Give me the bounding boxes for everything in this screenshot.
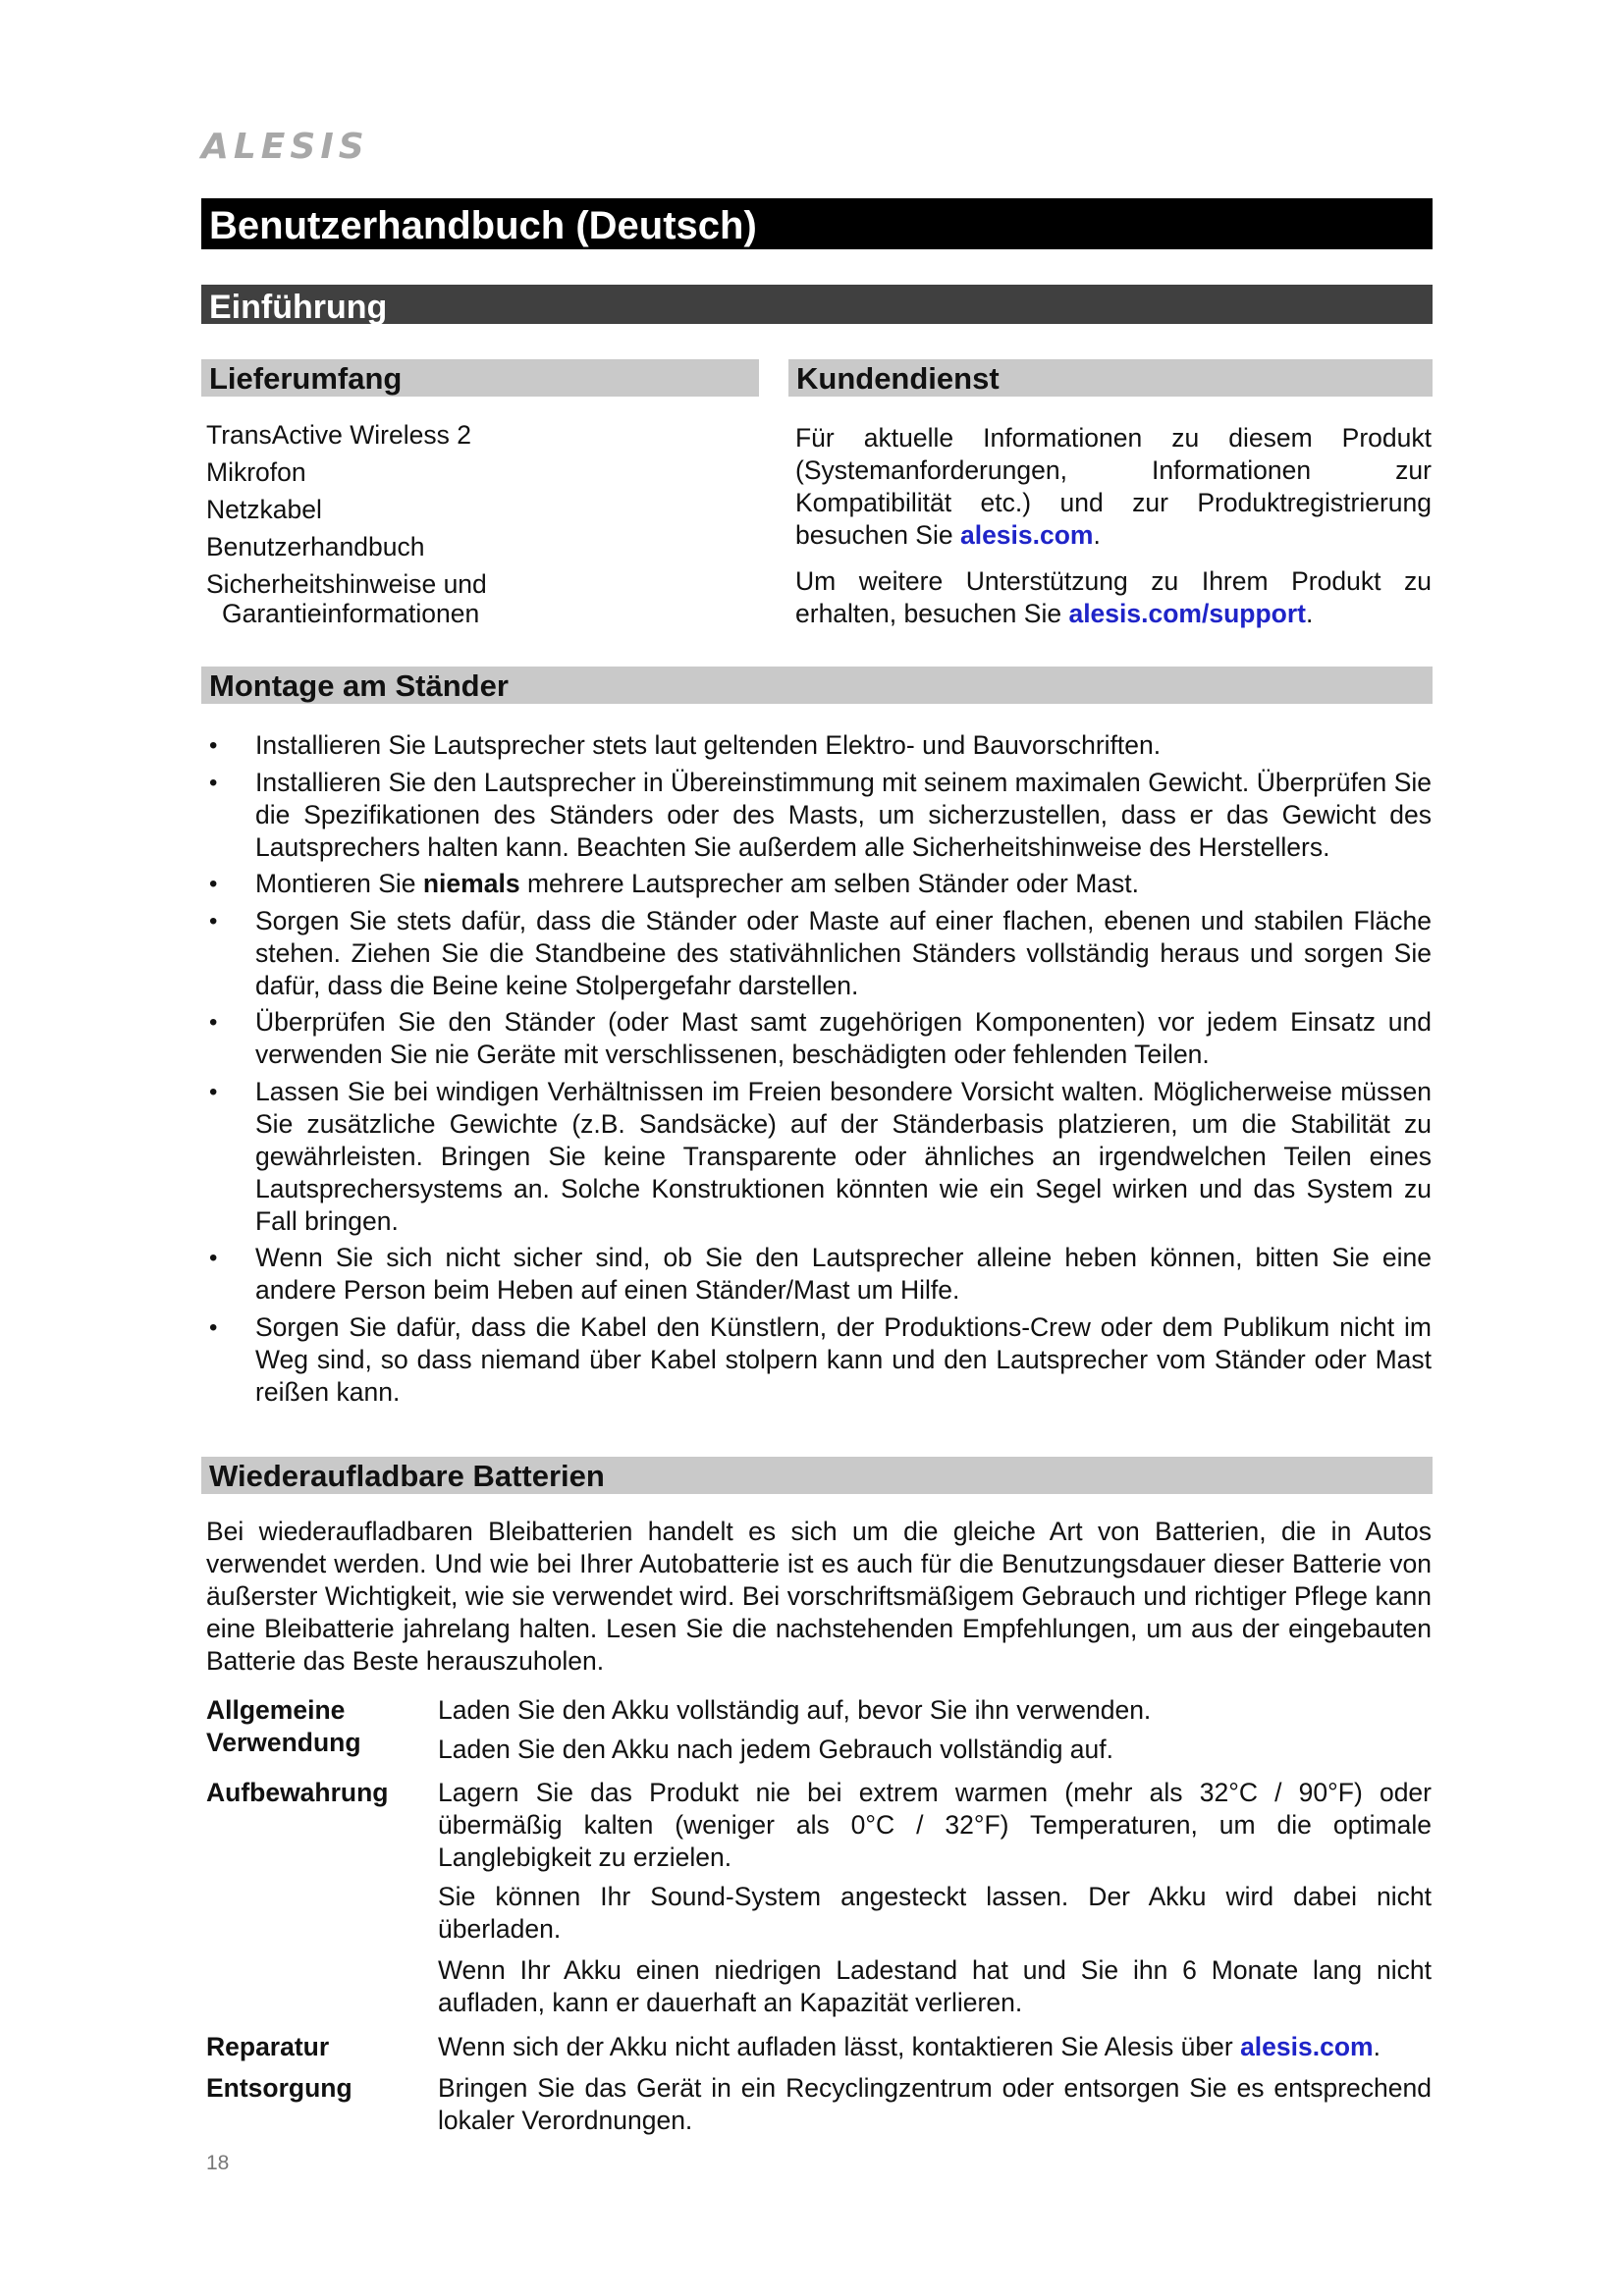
battery-row-general: [206, 1694, 1432, 1773]
page-number: 18: [206, 2152, 230, 2174]
battery-label-disposal: Entsorgung: [206, 2073, 352, 2103]
battery-content-disposal: Bringen Sie das Gerät in ein Recyclingzentrum oder entsorgen Sie es entsprechend lokaler Verordnungen.: [438, 2073, 1432, 2135]
bullet-item: [206, 767, 1432, 864]
battery-label-storage: Aufbewahrung: [206, 1778, 389, 1807]
bullet-text: Wenn Sie sich nicht sicher sind, ob Sie den Lautsprecher alleine heben können, bitten Sie eine andere Person beim Heben auf einen Ständer/Mast um Hilfe.: [255, 1243, 1432, 1305]
support-paragraph: [795, 565, 1432, 630]
battery-table: [206, 1694, 1432, 2137]
battery-label-repair: Reparatur: [206, 2032, 330, 2061]
support-period: .: [1305, 599, 1314, 628]
battery-row-repair: [206, 2031, 1432, 2063]
bullet-item: [206, 868, 1432, 900]
label-line: Verwendung: [206, 1728, 361, 1757]
alesis-support-link[interactable]: alesis.com/support: [1068, 599, 1306, 628]
battery-content-repair: [438, 2031, 1432, 2063]
contents-item: [206, 569, 736, 628]
support-paragraph: [795, 422, 1432, 552]
battery-intro: Bei wiederaufladbaren Bleibatterien handelt es sich um die gleiche Art von Batterien, die in Autos verwendet werden. Und wie bei Ihrer Autobatterie ist es auch für die Benutzungsdauer dieser Batterie von äußerster Wichtigkeit, wie sie verwendet wird. Bei vorschriftsmäßigem Gebrauch und richtiger Pflege kann eine Bleibatterie jahrelang halten. Lesen Sie die nachstehenden Empfehlungen, um aus der eingebauten Batterie das Beste herauszuholen.: [206, 1517, 1432, 1676]
bullet-text: mehrere Lautsprecher am selben Ständer oder Mast.: [519, 869, 1140, 898]
bullet-text-bold: niemals: [422, 869, 520, 898]
battery-text: Wenn Ihr Akku einen niedrigen Ladestand hat und Sie ihn 6 Monate lang nicht aufladen, kann er dauerhaft an Kapazität verlieren.: [438, 1955, 1432, 2017]
support-period: .: [1093, 520, 1101, 550]
section-heading-introduction: Einführung: [201, 285, 1433, 324]
bullet-text: Montieren Sie: [255, 869, 423, 898]
battery-label-general: [206, 1694, 438, 1773]
battery-row-disposal: [206, 2072, 1432, 2137]
alesis-logo: [201, 127, 369, 167]
label-line: Allgemeine: [206, 1695, 346, 1725]
contents-item: TransActive Wireless 2: [206, 420, 471, 450]
bullet-text: Lassen Sie bei windigen Verhältnissen im Freien besondere Vorsicht walten. Möglicherweise müssen Sie zusätzliche Gewichte (z.B. Sandsäcke) auf der Ständerbasis platzieren, um die Stabilität zu gewährleisten. Bringen Sie keine Transparente oder ähnliches an irgendwelchen Teilen eines Lautsprechersystems an. Solche Konstruktionen könnten wie ein Segel wirken und das System zu Fall bringen.: [255, 1076, 1432, 1236]
stand-mount-list: [206, 729, 1432, 1413]
bullet-icon: •: [209, 769, 218, 796]
bullet-icon: •: [209, 1009, 218, 1036]
battery-text: Sie können Ihr Sound-System angesteckt lassen. Der Akku wird dabei nicht überladen.: [438, 1882, 1432, 1944]
bullet-item: [206, 729, 1432, 762]
alesis-link[interactable]: alesis.com: [1240, 2032, 1374, 2061]
bullet-text: Installieren Sie den Lautsprecher in Übereinstimmung mit seinem maximalen Gewicht. Überprüfen Sie die Spezifikationen des Ständers oder des Masts, um sicherzustellen, dass er das Gewicht des Lautsprechers halten kann. Beachten Sie außerdem alle Sicherheitshinweise des Herstellers.: [255, 767, 1432, 862]
bullet-icon: •: [209, 871, 218, 897]
bullet-text: Überprüfen Sie den Ständer (oder Mast samt zugehörigen Komponenten) vor jedem Einsatz und verwenden Sie nie Geräte mit verschlissenen, beschädigten oder fehlenden Teilen.: [255, 1007, 1432, 1069]
battery-content-general: [438, 1694, 1432, 1773]
bullet-text: Sorgen Sie stets dafür, dass die Ständer oder Maste auf einer flachen, ebenen und stabilen Fläche stehen. Ziehen Sie die Standbeine des stativähnlichen Ständers vollständig heraus und sorgen Sie dafür, dass die Beine keine Stolpergefahr darstellen.: [255, 905, 1432, 1000]
heading-stand-mount: Montage am Ständer: [201, 667, 1433, 704]
bullet-item: [206, 1006, 1432, 1071]
contents-item-line: Garantieinformationen: [222, 599, 480, 628]
alesis-link[interactable]: alesis.com: [959, 520, 1094, 550]
support-text: Um weitere Unterstützung zu Ihrem Produkt zu erhalten, besuchen Sie: [795, 566, 1432, 628]
contents-item: Mikrofon: [206, 457, 306, 487]
bullet-icon: •: [209, 907, 218, 934]
bullet-text: Sorgen Sie dafür, dass die Kabel den Künstlern, der Produktions-Crew oder dem Publikum nicht im Weg sind, so dass niemand über Kabel stolpern kann und den Lautsprecher vom Ständer oder Mast reißen kann.: [255, 1311, 1432, 1407]
contents-item-line: Sicherheitshinweise und: [206, 569, 487, 599]
logo-text: ALESIS: [201, 127, 369, 167]
bullet-item: [206, 905, 1432, 1002]
battery-text: Laden Sie den Akku vollständig auf, bevor Sie ihn verwenden.: [438, 1695, 1152, 1725]
bullet-text: Installieren Sie Lautsprecher stets laut geltenden Elektro- und Bauvorschriften.: [255, 730, 1162, 760]
bullet-icon: •: [209, 1245, 218, 1271]
battery-text: Wenn sich der Akku nicht aufladen lässt, kontaktieren Sie Alesis über: [438, 2032, 1241, 2061]
customer-service-text: [795, 422, 1432, 644]
battery-content-storage: [438, 1777, 1432, 2031]
page-title: Benutzerhandbuch (Deutsch): [201, 198, 1433, 249]
bullet-icon: •: [209, 1313, 218, 1341]
bullet-icon: •: [209, 1078, 218, 1105]
bullet-item: [206, 1242, 1432, 1307]
heading-customer-service: Kundendienst: [788, 359, 1433, 397]
contents-list: [206, 420, 736, 635]
battery-period: .: [1373, 2032, 1380, 2061]
support-text: Für aktuelle Informationen zu diesem Produkt (Systemanforderungen, Informationen zur Kompatibilität etc.) und zur Produktregistrierung besuchen Sie: [795, 423, 1432, 550]
heading-contents: Lieferumfang: [201, 359, 759, 397]
contents-item: Netzkabel: [206, 495, 322, 524]
contents-item: Benutzerhandbuch: [206, 532, 425, 561]
heading-rechargeable-batteries: Wiederaufladbare Batterien: [201, 1457, 1433, 1494]
battery-row-storage: [206, 1777, 1432, 2031]
bullet-icon: •: [209, 732, 218, 759]
battery-text: Laden Sie den Akku nach jedem Gebrauch vollständig auf.: [438, 1735, 1113, 1764]
bullet-item: [206, 1311, 1432, 1409]
battery-text: Lagern Sie das Produkt nie bei extrem warmen (mehr als 32°C / 90°F) oder übermäßig kalten (weniger als 0°C / 32°F) Temperaturen, um die optimale Langlebigkeit zu erzielen.: [438, 1778, 1432, 1872]
bullet-item: [206, 1076, 1432, 1238]
